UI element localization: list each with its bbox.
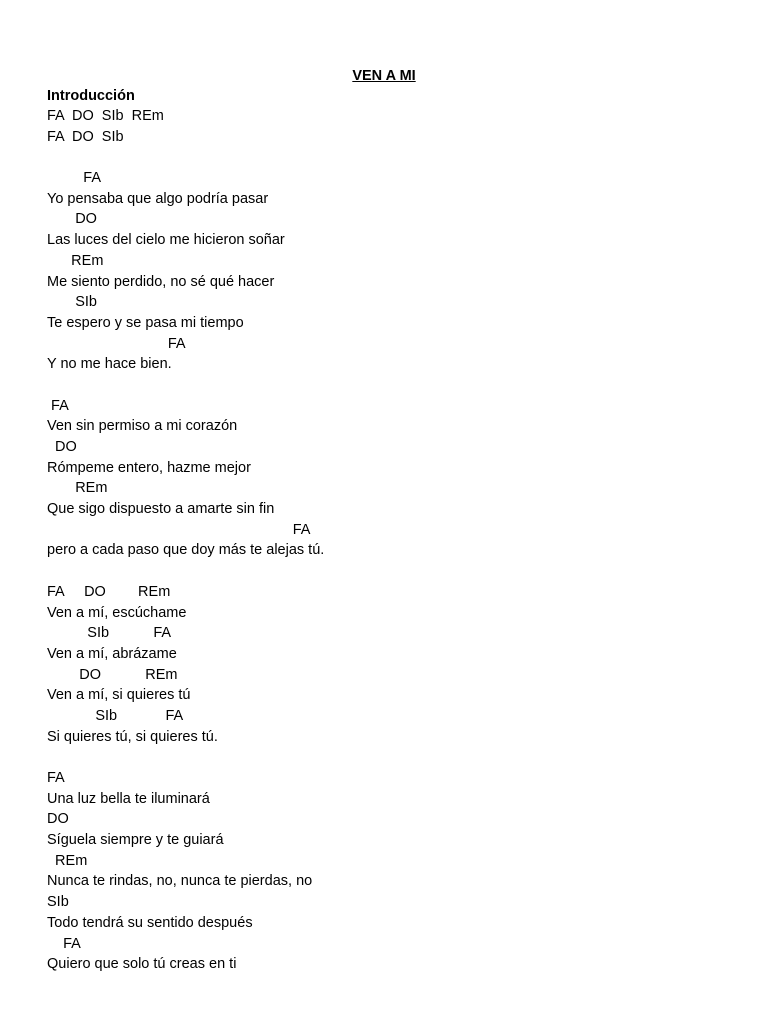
song-line: DO REm <box>47 666 178 683</box>
song-line: Si quieres tú, si quieres tú. <box>47 728 218 745</box>
song-line: Te espero y se pasa mi tiempo <box>47 314 244 331</box>
blank-line <box>47 147 747 168</box>
song-line: Quiero que solo tú creas en ti <box>47 956 237 973</box>
song-line: SIb FA <box>47 707 184 724</box>
song-line: Las luces del cielo me hicieron soñar <box>47 232 285 249</box>
song-line: Y no me hace bien. <box>47 356 172 373</box>
song-line: Rómpeme entero, hazme mejor <box>47 459 251 476</box>
song-line: SIb <box>47 294 97 311</box>
song-line: REm <box>47 852 88 869</box>
song-sheet <box>47 106 747 975</box>
blank-line <box>47 561 747 582</box>
song-line: Que sigo dispuesto a amarte sin fin <box>47 501 275 518</box>
song-line: FA <box>47 397 69 414</box>
song-line: DO <box>47 211 97 228</box>
song-line: Todo tendrá su sentido después <box>47 914 253 931</box>
song-line: Síguela siempre y te guiará <box>47 832 224 849</box>
song-line: Ven a mí, abrázame <box>47 645 177 662</box>
song-line: SIb <box>47 894 69 911</box>
song-line: Yo pensaba que algo podría pasar <box>47 190 269 207</box>
song-line: Nunca te rindas, no, nunca te pierdas, no <box>47 873 313 890</box>
blank-line <box>47 375 747 396</box>
song-line: FA <box>47 335 186 352</box>
song-line: FA DO REm <box>47 583 171 600</box>
song-line: SIb FA <box>47 625 172 642</box>
song-line: pero a cada paso que doy más te alejas tú. <box>47 542 325 559</box>
song-line: FA <box>47 935 81 952</box>
song-line: DO <box>47 811 69 828</box>
song-line: Me siento perdido, no sé qué hacer <box>47 273 275 290</box>
blank-line <box>47 747 747 768</box>
song-line: Ven sin permiso a mi corazón <box>47 418 238 435</box>
song-line: Ven a mí, si quieres tú <box>47 687 191 704</box>
song-line: FA DO SIb <box>47 128 124 145</box>
song-line: REm <box>47 252 104 269</box>
song-line: REm <box>47 480 108 497</box>
intro-heading: Introducción <box>47 88 135 104</box>
song-line: Una luz bella te iluminará <box>47 790 210 807</box>
song-line: Ven a mí, escúchame <box>47 604 187 621</box>
song-line: FA <box>47 521 311 538</box>
song-line: FA <box>47 170 101 187</box>
song-line: DO <box>47 439 77 455</box>
song-title: VEN A MI <box>352 68 416 84</box>
song-line: FA DO SIb REm <box>47 108 164 124</box>
song-line: FA <box>47 770 65 786</box>
